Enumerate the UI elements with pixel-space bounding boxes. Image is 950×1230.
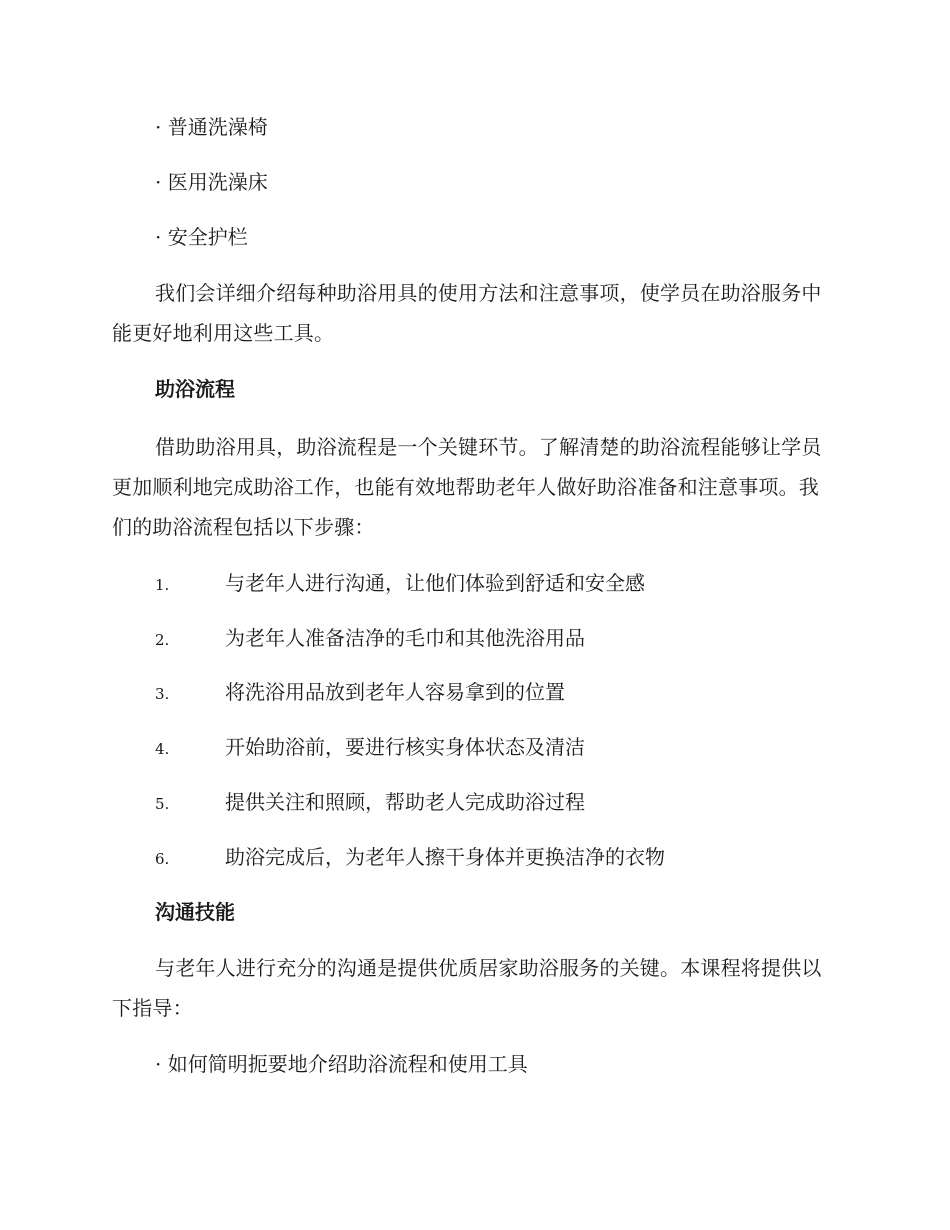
step-number: 2. [155,631,170,649]
step-number: 1. [155,576,170,594]
step-item-5 [155,788,585,818]
step-item-3 [155,678,565,708]
section-heading-process: 助浴流程 [155,377,235,401]
step-item-2 [155,624,585,654]
step-text: 与老年人进行沟通，让他们体验到舒适和安全感 [225,571,645,595]
section-heading-communication: 沟通技能 [155,900,235,924]
step-number: 4. [155,740,170,758]
bullet-item-medical-bath-bed: · 医用洗澡床 [155,170,268,194]
bullet-item-bath-chair: · 普通洗澡椅 [155,115,268,139]
paragraph-communication: 与老年人进行充分的沟通是提供优质居家助浴服务的关键。本课程将提供以下指导： [112,956,822,1020]
step-number: 5. [155,795,170,813]
step-text: 开始助浴前，要进行核实身体状态及清洁 [225,735,585,759]
step-item-1 [155,569,645,599]
step-item-4 [155,733,585,763]
step-number: 3. [155,685,170,703]
step-text: 助浴完成后，为老年人擦干身体并更换洁净的衣物 [225,845,665,869]
step-text: 为老年人准备洁净的毛巾和其他洗浴用品 [225,626,585,650]
step-number: 6. [155,850,170,868]
bullet-item-introduce-process: · 如何简明扼要地介绍助浴流程和使用工具 [155,1052,528,1076]
bullet-item-safety-rail: · 安全护栏 [155,225,248,249]
step-item-6 [155,843,665,873]
paragraph-process: 借助助浴用具，助浴流程是一个关键环节。了解清楚的助浴流程能够让学员更加顺利地完成助浴工作，也能有效地帮助老年人做好助浴准备和注意事项。我们的助浴流程包括以下步骤： [112,435,822,539]
step-text: 将洗浴用品放到老年人容易拿到的位置 [225,680,565,704]
paragraph-tools: 我们会详细介绍每种助浴用具的使用方法和注意事项，使学员在助浴服务中能更好地利用这些工具。 [112,281,822,345]
step-text: 提供关注和照顾，帮助老人完成助浴过程 [225,790,585,814]
